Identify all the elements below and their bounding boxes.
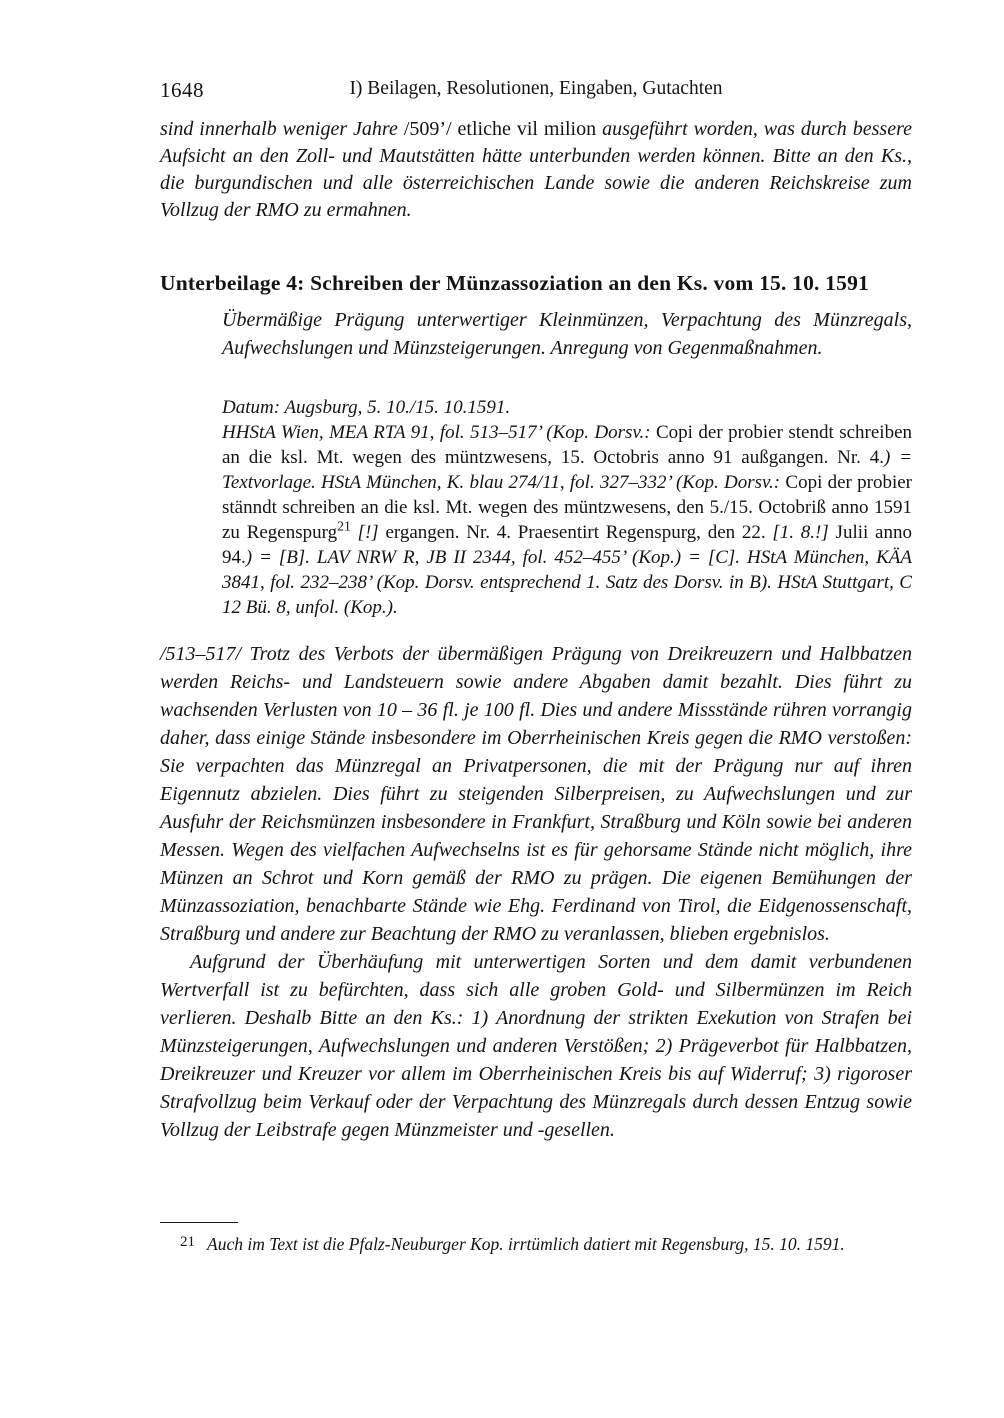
- footnote-text: Auch im Text ist die Pfalz-Neuburger Kop. irrtümlich datiert mit Regensburg, 15. 10. 1591.: [207, 1234, 845, 1254]
- footnote-number: 21: [180, 1234, 195, 1250]
- footnote-separator: [160, 1222, 238, 1223]
- page-number: 1648: [160, 78, 204, 102]
- page-header: [160, 78, 912, 104]
- body-paragraph-2: Aufgrund der Überhäufung mit unterwertigen Sorten und dem damit verbundenen Wertverfall ist zu befürchten, dass sich alle groben Gold- und Silbermünzen im Reich verlieren. Deshalb Bitte an den Ks.: 1) Anordnung der strikten Exekution von Strafen bei Münzsteigerungen, Aufwechslungen und anderen Verstößen; 2) Prägeverbot für Halbbatzen, Dreikreuzer und Kreuzer vor allem im Oberrheinischen Kreis bis auf Widerruf; 3) rigoroser Strafvollzug beim Verkauf oder der Verpachtung des Münzregals durch dessen Entzug sowie Vollzug der Leibstrafe gegen Münzmeister und -gesellen.: [160, 951, 912, 1141]
- body-paragraph-1: /513–517/ Trotz des Verbots der übermäßigen Prägung von Dreikreuzern und Halbbatzen werden Reichs- und Landsteuern sowie andere Abgaben damit bezahlt. Dies führt zu wachsenden Verlusten von 10 – 36 fl. je 100 fl. Dies und andere Missstände rühren vorrangig daher, dass einige Stände insbesondere im Oberrheinischen Kreis gegen die RMO verstoßen: Sie verpachten das Münzregal an Privatpersonen, die mit der Prägung nur auf ihren Eigennutz abzielen. Dies führt zu steigenden Silberpreisen, zu Aufwechslungen und zur Ausfuhr der Reichsmünzen insbesondere in Frankfurt, Straßburg und Köln sowie bei anderen Messen. Wegen des vielfachen Aufwechselns ist es für gehorsame Stände nicht möglich, ihre Münzen an Schrot und Korn gemäß der RMO zu prägen. Die eigenen Bemühungen der Münzassoziation, benachbarte Stände wie Ehg. Ferdinand von Tirol, die Eidgenossenschaft, Straßburg und andere zur Beachtung der RMO zu veranlassen, blieben ergebnislos.: [160, 643, 912, 945]
- section-heading: Unterbeilage 4: Schreiben der Münzassoziation an den Ks. vom 15. 10. 1591: [160, 271, 869, 295]
- running-header: I) Beilagen, Resolutionen, Eingaben, Gutachten: [349, 78, 723, 99]
- datum-line: Datum: Augsburg, 5. 10./15. 10.1591.: [222, 397, 511, 418]
- footnote: [160, 1231, 912, 1256]
- document-body: [160, 640, 912, 1144]
- intro-paragraph: sind innerhalb weniger Jahre /509’/ etliche vil milion ausgeführt worden, was durch bessere Aufsicht an den Zoll- und Mautstätten hätte unterbunden werden können. Bitte an den Ks., die burgundischen und alle österreichischen Lande sowie die anderen Reichskreise zum Vollzug der RMO zu ermahnen.: [160, 118, 913, 221]
- source-description: HHStA Wien, MEA RTA 91, fol. 513–517’ (Kop. Dorsv.: Copi der probier stendt schreiben an die ksl. Mt. wegen des müntzwesens, 15. Octobris anno 91 außgangen. Nr. 4.) = Textvorlage. HStA München, K. blau 274/11, fol. 327–332’ (Kop. Dorsv.: Copi der probier stänndt schreiben an die ksl. Mt. wegen des müntzwesens, den 5./15. Octobriß anno 1591 zu Regenspurg$^{21}$ [!] ergangen. Nr. 4. Praesentirt Regenspurg, den 22. [1. 8.!] Julii anno 94.) = [B]. LAV NRW R, JB II 2344, fol. 452–455’ (Kop.) = [C]. HStA München, KÄA 3841, fol. 232–238’ (Kop. Dorsv. entsprechend 1. Satz des Dorsv. in B). HStA Stuttgart, C 12 Bü. 8, unfol. (Kop.).: [222, 422, 913, 618]
- summary-paragraph: Übermäßige Prägung unterwertiger Kleinmünzen, Verpachtung des Münzregals, Aufwechslungen und Münzsteigerungen. Anregung von Gegenmaßnahmen.: [222, 309, 912, 359]
